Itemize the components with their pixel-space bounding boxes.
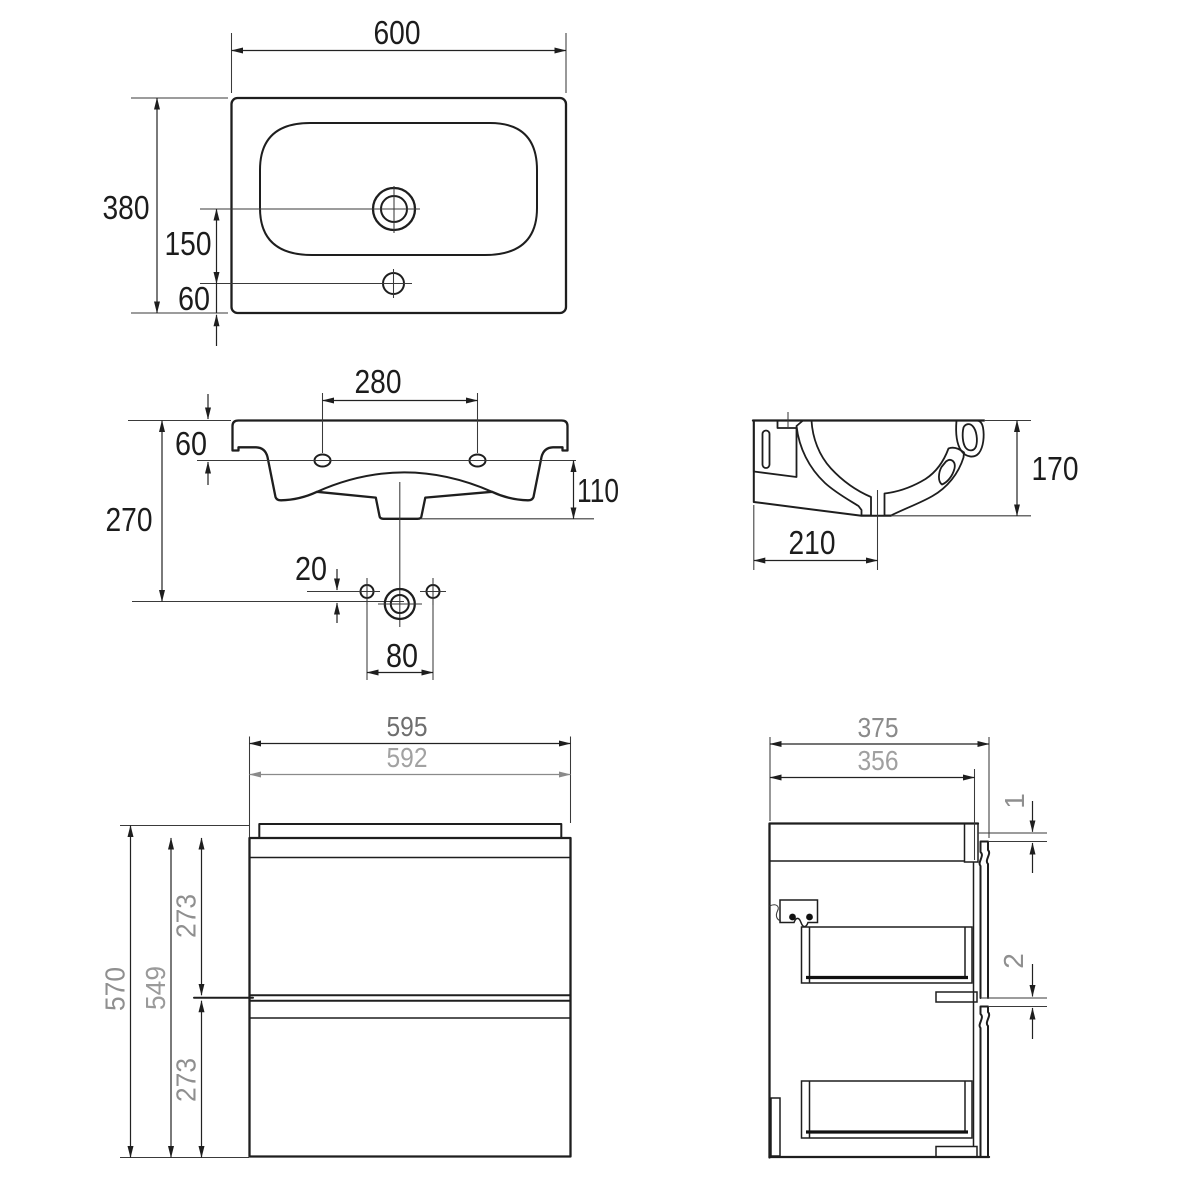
dim-label-356: 356: [857, 745, 899, 776]
bracket-screw-left: [789, 914, 796, 921]
dim-label-280: 280: [354, 363, 402, 400]
dim-label-210: 210: [788, 524, 836, 561]
dim-label-273-upper: 273: [170, 891, 202, 938]
dim-label-20: 20: [295, 550, 327, 587]
dim-label-270: 270: [105, 501, 153, 538]
dim-label-60-top: 60: [178, 280, 210, 317]
dim-label-60-front: 60: [175, 425, 207, 462]
dim-label-375: 375: [857, 712, 899, 743]
dim-label-380: 380: [102, 189, 150, 226]
bracket-screw-right: [806, 914, 813, 921]
dim-label-570: 570: [99, 964, 131, 1011]
dim-label-150: 150: [164, 225, 212, 262]
dim-label-2: 2: [998, 953, 1029, 969]
dim-label-549: 549: [140, 963, 171, 1010]
dim-label-273-lower: 273: [170, 1055, 202, 1102]
dim-label-110: 110: [577, 472, 619, 509]
dim-label-1: 1: [999, 793, 1030, 809]
dim-label-600: 600: [373, 14, 421, 51]
dim-label-595: 595: [386, 711, 428, 742]
dim-label-80: 80: [386, 637, 418, 674]
dim-label-170: 170: [1031, 450, 1079, 487]
dim-label-592: 592: [386, 742, 428, 773]
